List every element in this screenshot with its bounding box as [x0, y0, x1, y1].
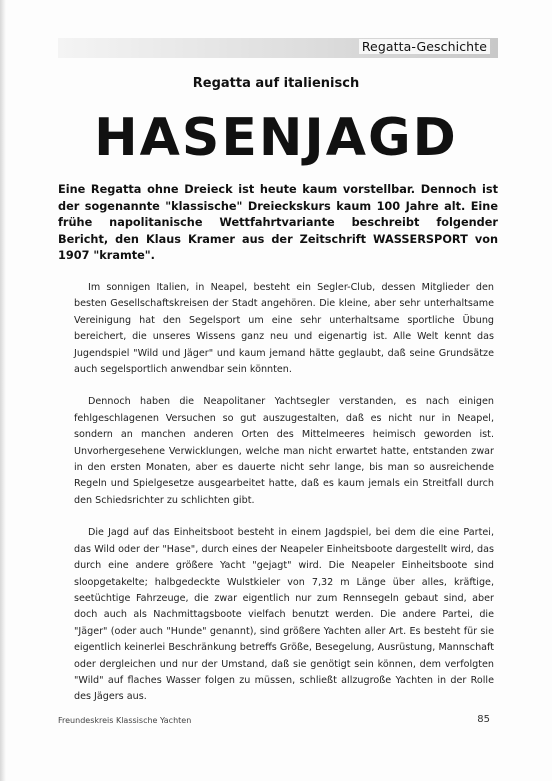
article-title: HASENJAGD — [94, 108, 458, 168]
body-paragraph: Im sonnigen Italien, in Neapel, besteht ein Segler-Club, dessen Mitglieder den besten Gesellschaftskreisen der Stadt angehören. Die kleine, aber sehr unterhaltsame Vereinigung hat den Segelsport um eine sehr unterhaltsame sportliche Übung bereichert, die unseres Wissens ganz neu und eigenartig ist. Alle Welt kennt das Jugendspiel "Wild und Jäger" und kaum jemand hätte geglaubt, daß seine Grundsätze auch segelsportlich anwendbar sein könnten. — [74, 282, 494, 376]
article-kicker: Regatta auf italienisch — [192, 76, 360, 91]
section-label: Regatta-Geschichte — [359, 39, 490, 54]
article-lede: Eine Regatta ohne Dreieck ist heute kaum vorstellbar. Dennoch ist der sogenannte "klassische" Dreieckskurs kaum 100 Jahre alt. Eine frühe napolitanische Wettfahrtvariante beschreibt folgender Bericht, den Klaus Kramer aus der Zeitschrift WASSERSPORT von 1907 "kramte". — [58, 183, 498, 262]
page-number: 85 — [477, 714, 490, 725]
body-paragraph: Dennoch haben die Neapolitaner Yachtsegler verstanden, es nach einigen fehlgeschlagenen Versuchen so gut auszugestalten, daß es nicht nur in Neapel, sondern an manchen anderen Orten des Mittelmeeres heimisch geworden ist. Unvorhergesehene Verwicklungen, welche man nicht erwartet hatte, entstanden zwar in den ersten Monaten, aber es dauerte nicht sehr lange, bis man so ausreichende Regeln und Spielgesetze ausgearbeitet hatte, daß es kaum jemals ein Streitfall durch den Schiedsrichter zu schlichten gibt. — [74, 396, 494, 506]
footer-publisher: Freundeskreis Klassische Yachten — [58, 716, 192, 725]
article-body — [74, 280, 494, 722]
body-paragraph: Die Jagd auf das Einheitsboot besteht in einem Jagdspiel, bei dem die eine Partei, das Wild oder der "Hase", durch eines der Neapeler Einheitsboote dargestellt wird, das durch eine andere größere Yacht "gejagt" wird. Die Neapeler Einheitsboote sind sloopgetakelte; halbgedeckte Wulstkieler von 7,32 m Länge über alles, kräftige, seetüchtige Fahrzeuge, die zwar eigentlich nur zum Rennsegeln gebaut sind, aber doch auch als Nachmittagsboote vielfach benutzt werden. Die andere Partei, die "Jäger" (oder auch "Hunde" genannt), sind größere Yachten aller Art. Es besteht für sie eigentlich keinerlei Beschränkung betreffs Größe, Besegelung, Ausrüstung, Mannschaft oder dergleichen und nur der Umstand, daß sie genötigt sein können, dem verfolgten "Wild" auf flaches Wasser folgen zu müssen, schließt allzugroße Yachten in der Rolle des Jägers aus. — [74, 527, 494, 703]
